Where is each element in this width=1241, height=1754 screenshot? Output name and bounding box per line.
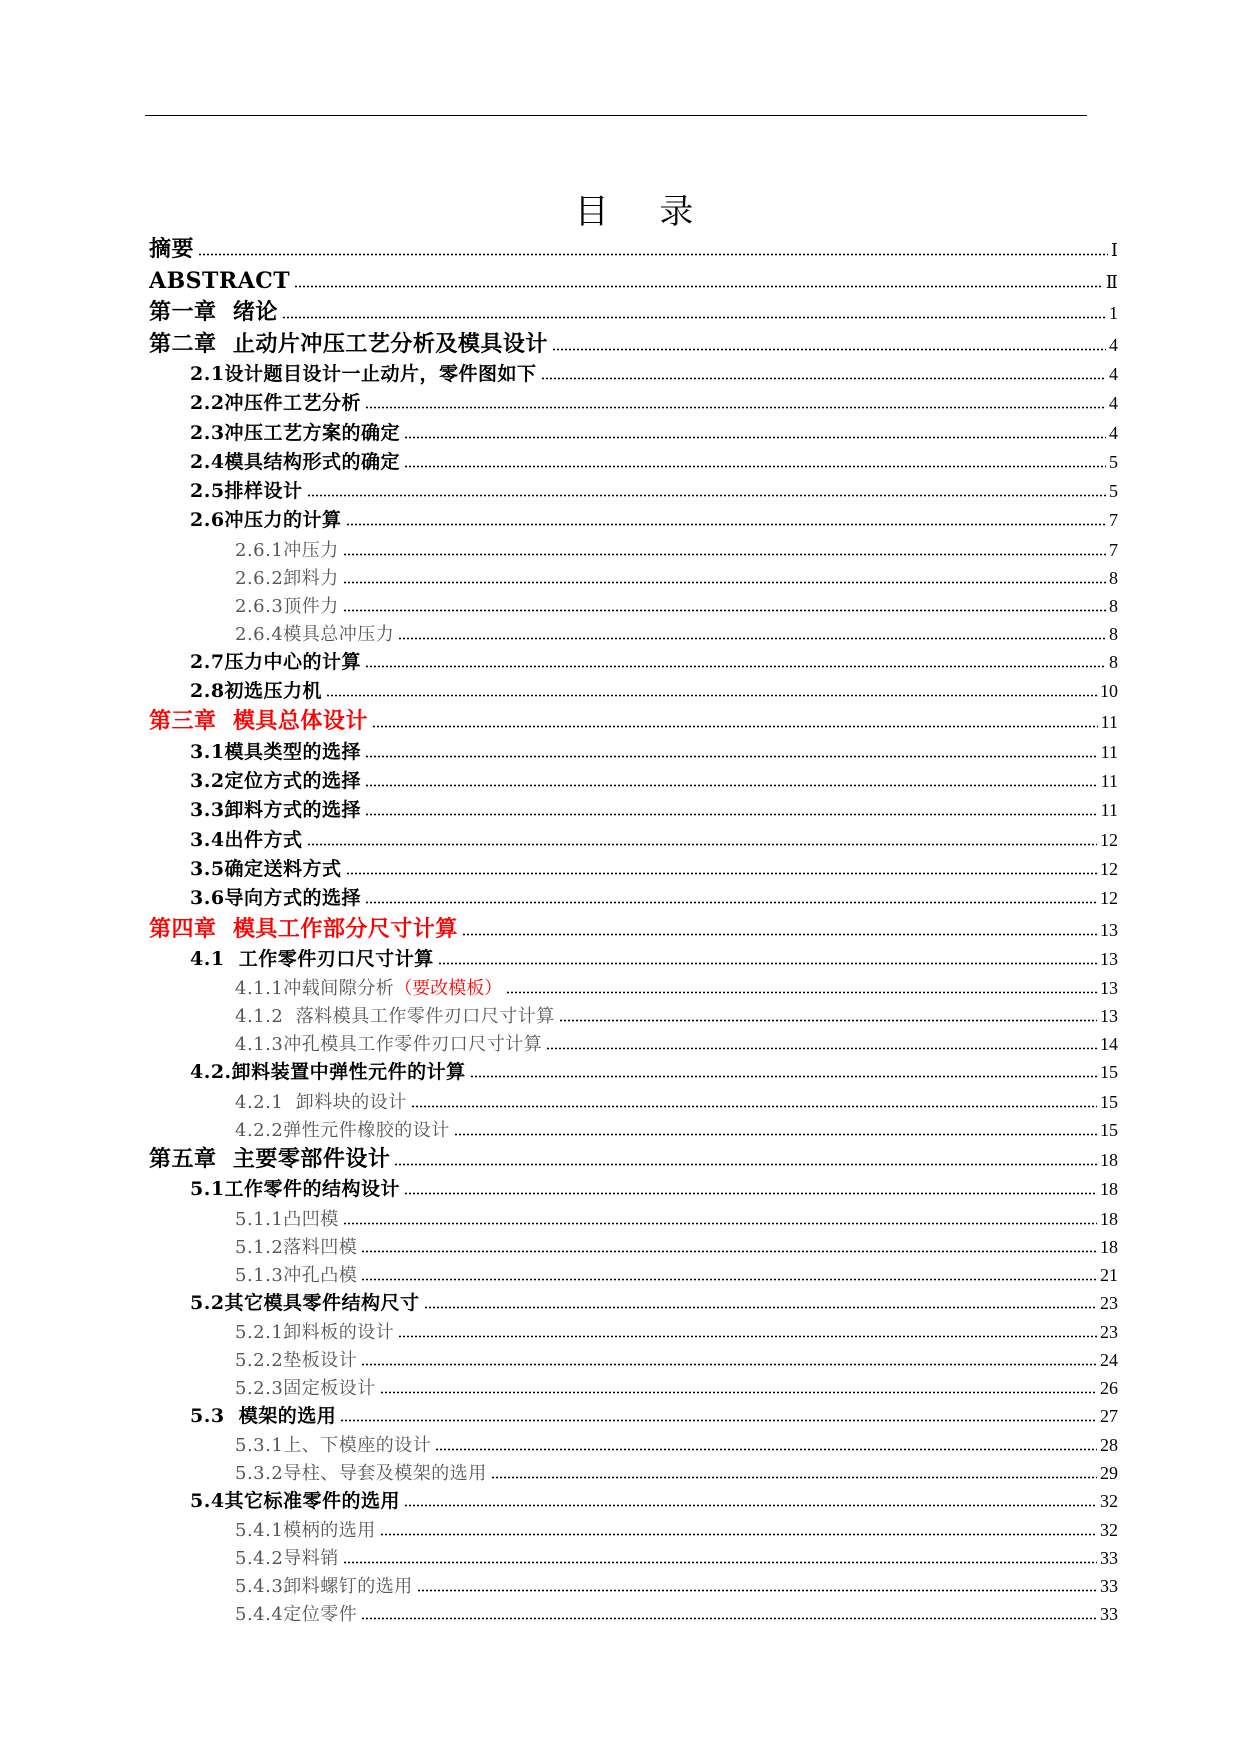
- toc-page-number: 14: [1100, 1034, 1118, 1055]
- toc-entry-subsection: [149, 1116, 1118, 1144]
- toc-entry-label: 4.2.2弹性元件橡胶的设计: [235, 1119, 450, 1141]
- toc-entry-label: 5.3 模架的选用: [190, 1404, 337, 1427]
- dot-leader: [294, 285, 1103, 288]
- toc-entry-subsection: [149, 974, 1118, 1002]
- toc-entry-label: 5.4其它标准零件的选用: [190, 1490, 401, 1513]
- toc-entry-subsection: [149, 1572, 1118, 1600]
- toc-page-number: 33: [1100, 1604, 1118, 1625]
- dot-leader: [424, 1306, 1097, 1309]
- dot-leader: [346, 523, 1106, 526]
- toc-entry-section: [149, 389, 1118, 418]
- toc-entry-subsection: [149, 1261, 1118, 1289]
- toc-page-number: 23: [1100, 1321, 1118, 1342]
- toc-page-number: 18: [1100, 1149, 1118, 1170]
- toc-entry-label: 2.6.2卸料力: [235, 567, 339, 589]
- toc-page-number: 1: [1109, 303, 1118, 323]
- toc-entry-section: [149, 1487, 1118, 1516]
- toc-entry-label: 5.3.2导柱、导套及模架的选用: [235, 1463, 487, 1485]
- toc-entry-subsection: [149, 536, 1118, 564]
- toc-entry-label: 2.3冲压工艺方案的确定: [190, 421, 401, 444]
- toc-page-number: 32: [1100, 1520, 1118, 1541]
- toc-entry-label: 5.4.3卸料螺钉的选用: [235, 1576, 413, 1598]
- toc-entry-section: [149, 738, 1118, 767]
- toc-page-number: 8: [1109, 595, 1118, 616]
- toc-entry-note: （要改模板）: [394, 978, 503, 1000]
- dot-leader: [343, 581, 1106, 584]
- toc-entry-chapter: [149, 706, 1118, 738]
- toc-page-number: 13: [1100, 1006, 1118, 1027]
- toc-page-number: 4: [1109, 364, 1118, 384]
- toc-page-number: Ⅰ: [1110, 240, 1118, 260]
- table-of-contents: [149, 234, 1118, 1628]
- toc-entry-section: [149, 1058, 1118, 1087]
- dot-leader: [343, 1561, 1097, 1564]
- toc-entry-label: 4.1.1冲载间隙分析: [235, 978, 395, 1000]
- dot-leader: [435, 1448, 1097, 1451]
- toc-entry-label: 4.1.2 落料模具工作零件刃口尺寸计算: [235, 1006, 555, 1028]
- toc-page-number: 33: [1100, 1576, 1118, 1597]
- toc-entry-label: 2.7压力中心的计算: [190, 650, 362, 673]
- toc-entry-chapter: [149, 1144, 1118, 1176]
- toc-entry-subsection: [149, 1431, 1118, 1459]
- toc-page-number: 4: [1109, 393, 1118, 414]
- toc-entry-chapter: [149, 297, 1118, 329]
- page-title: 目 录: [574, 192, 694, 232]
- toc-entry-section: [149, 648, 1118, 677]
- dot-leader: [198, 253, 1108, 256]
- dot-leader: [380, 1533, 1097, 1536]
- toc-entry-label: 第二章 止动片冲压工艺分析及模具设计: [149, 330, 548, 357]
- toc-entry-subsection: [149, 1459, 1118, 1487]
- toc-page-number: 27: [1100, 1405, 1118, 1426]
- toc-page-number: 13: [1100, 919, 1118, 940]
- dot-leader: [361, 1278, 1097, 1281]
- toc-entry-section: [149, 477, 1118, 506]
- toc-entry-subsection: [149, 1516, 1118, 1544]
- dot-leader: [307, 494, 1106, 497]
- toc-page-number: 18: [1100, 1236, 1118, 1257]
- toc-entry-section: [149, 945, 1118, 974]
- dot-leader: [470, 1075, 1097, 1078]
- toc-entry-section: [149, 1289, 1118, 1318]
- toc-page-number: 11: [1100, 741, 1118, 762]
- dot-leader: [398, 637, 1106, 640]
- toc-entry-section: [149, 506, 1118, 535]
- toc-page-number: 12: [1100, 829, 1118, 850]
- toc-entry-label: 3.5确定送料方式: [190, 858, 342, 881]
- dot-leader: [454, 1133, 1097, 1136]
- dot-leader: [361, 1363, 1097, 1366]
- toc-page-number: 28: [1100, 1435, 1118, 1456]
- toc-entry-label: 5.4.4定位零件: [235, 1604, 358, 1626]
- toc-page-number: 10: [1100, 681, 1118, 702]
- toc-entry-label: 摘要: [149, 236, 195, 262]
- dot-leader: [365, 901, 1097, 904]
- toc-page-number: 15: [1100, 1119, 1118, 1140]
- toc-page-number: 13: [1100, 978, 1118, 999]
- toc-entry-label: 4.2.1 卸料块的设计: [235, 1091, 407, 1113]
- toc-entry-label: 2.6.3顶件力: [235, 595, 339, 617]
- toc-entry-label: 4.2.卸料装置中弹性元件的计算: [190, 1061, 466, 1084]
- toc-page-number: 11: [1100, 771, 1118, 792]
- toc-page-number: 7: [1109, 539, 1118, 560]
- dot-leader: [411, 1105, 1097, 1108]
- toc-page-number: 11: [1100, 800, 1118, 821]
- toc-page-number: 7: [1109, 510, 1118, 531]
- dot-leader: [394, 1163, 1097, 1166]
- toc-page-number: 15: [1100, 1091, 1118, 1112]
- dot-leader: [365, 813, 1098, 816]
- toc-entry-subsection: [149, 1088, 1118, 1116]
- header-rule: [145, 115, 1087, 116]
- toc-page-number: Ⅱ: [1105, 271, 1118, 292]
- toc-entry-label: 2.1设计题目设计一止动片，零件图如下: [190, 363, 537, 385]
- dot-leader: [404, 465, 1106, 468]
- dot-leader: [307, 843, 1097, 846]
- toc-page-number: 5: [1109, 451, 1118, 472]
- toc-entry-section: [149, 677, 1118, 706]
- toc-entry-chapter: [149, 914, 1118, 946]
- dot-leader: [365, 784, 1098, 787]
- toc-entry-label: 5.2.1卸料板的设计: [235, 1321, 395, 1343]
- toc-page-number: 18: [1100, 1208, 1118, 1229]
- dot-leader: [365, 406, 1106, 409]
- toc-entry-label: 2.6冲压力的计算: [190, 509, 342, 532]
- toc-entry-subsection: [149, 1205, 1118, 1233]
- toc-page-number: 11: [1100, 712, 1118, 733]
- toc-entry-label: 5.1工作零件的结构设计: [190, 1178, 401, 1201]
- toc-entry-subsection: [149, 620, 1118, 648]
- toc-entry-label: 3.1模具类型的选择: [190, 740, 362, 763]
- dot-leader: [380, 1391, 1097, 1394]
- toc-entry-label: 5.1.1凸凹模: [235, 1208, 339, 1230]
- toc-entry-label: 4.1.3冲孔模具工作零件刃口尺寸计算: [235, 1034, 543, 1056]
- toc-page-number: 4: [1109, 334, 1118, 355]
- toc-entry-label: 2.4模具结构形式的确定: [190, 450, 401, 473]
- toc-page-number: 15: [1100, 1062, 1118, 1083]
- toc-page-number: 12: [1100, 859, 1118, 880]
- toc-entry-label: 3.3卸料方式的选择: [190, 799, 362, 822]
- toc-entry-section: [149, 360, 1118, 389]
- toc-entry-label: 2.2冲压件工艺分析: [190, 392, 362, 415]
- toc-entry-label: 5.1.3冲孔凸模: [235, 1264, 358, 1286]
- toc-entry-label: 第四章 模具工作部分尺寸计算: [149, 915, 458, 942]
- toc-page-number: 8: [1109, 567, 1118, 588]
- toc-entry-subsection: [149, 1600, 1118, 1628]
- toc-page-number: 8: [1109, 623, 1118, 644]
- toc-entry-subsection: [149, 1374, 1118, 1402]
- dot-leader: [404, 436, 1106, 439]
- dot-leader: [343, 1222, 1097, 1225]
- toc-entry-subsection: [149, 1002, 1118, 1030]
- toc-entry-label: 第一章 绪论: [149, 299, 278, 325]
- toc-page-number: 29: [1100, 1463, 1118, 1484]
- toc-page-number: 8: [1109, 651, 1118, 672]
- toc-entry-subsection: [149, 592, 1118, 620]
- toc-entry-chapter: [149, 234, 1118, 266]
- toc-entry-section: [149, 419, 1118, 448]
- toc-entry-section: [149, 826, 1118, 855]
- toc-entry-subsection: [149, 1318, 1118, 1346]
- dot-leader: [438, 962, 1097, 965]
- toc-entry-section: [149, 855, 1118, 884]
- toc-entry-label: 3.4出件方式: [190, 828, 303, 851]
- toc-entry-label: 3.2定位方式的选择: [190, 770, 362, 793]
- toc-page-number: 23: [1100, 1292, 1118, 1313]
- dot-leader: [552, 348, 1106, 351]
- dot-leader: [404, 1192, 1097, 1195]
- toc-entry-section: [149, 1402, 1118, 1431]
- toc-entry-label: 4.1 工作零件刃口尺寸计算: [190, 948, 434, 971]
- toc-entry-label: 2.8初选压力机: [190, 680, 323, 703]
- toc-entry-subsection: [149, 1030, 1118, 1058]
- dot-leader: [491, 1476, 1097, 1479]
- dot-leader: [361, 1250, 1097, 1253]
- toc-entry-section: [149, 796, 1118, 825]
- dot-leader: [326, 694, 1097, 697]
- toc-page-number: 5: [1109, 481, 1118, 502]
- toc-entry-label: 第五章 主要零部件设计: [149, 1145, 391, 1172]
- dot-leader: [343, 609, 1106, 612]
- dot-leader: [404, 1504, 1097, 1507]
- dot-leader: [372, 725, 1098, 728]
- toc-page-number: 32: [1100, 1491, 1118, 1512]
- toc-page-number: 21: [1100, 1264, 1118, 1285]
- toc-entry-subsection: [149, 1544, 1118, 1572]
- toc-entry-subsection: [149, 1346, 1118, 1374]
- dot-leader: [559, 1019, 1097, 1022]
- dot-leader: [462, 933, 1097, 936]
- toc-entry-chapter: [149, 329, 1118, 361]
- toc-entry-label: 5.2其它模具零件结构尺寸: [190, 1291, 420, 1314]
- toc-page-number: 33: [1100, 1548, 1118, 1569]
- toc-page-number: 26: [1100, 1377, 1118, 1398]
- toc-entry-label: 2.6.4模具总冲压力: [235, 623, 395, 645]
- toc-entry-section: [149, 448, 1118, 477]
- toc-entry-label: 5.2.3固定板设计: [235, 1377, 376, 1399]
- toc-page-number: 13: [1100, 949, 1118, 970]
- dot-leader: [343, 553, 1106, 556]
- dot-leader: [541, 377, 1106, 380]
- toc-entry-section: [149, 884, 1118, 913]
- toc-page-number: 24: [1100, 1349, 1118, 1370]
- toc-entry-label: 2.5排样设计: [190, 480, 303, 503]
- dot-leader: [346, 872, 1097, 875]
- toc-page-number: 18: [1100, 1179, 1118, 1200]
- toc-entry-subsection: [149, 564, 1118, 592]
- toc-page-number: 12: [1100, 888, 1118, 909]
- toc-entry-label: 5.4.1模柄的选用: [235, 1520, 376, 1542]
- toc-entry-label: 第三章 模具总体设计: [149, 708, 368, 735]
- dot-leader: [546, 1047, 1097, 1050]
- dot-leader: [398, 1335, 1097, 1338]
- dot-leader: [417, 1589, 1097, 1592]
- toc-entry-label: 5.1.2落料凹模: [235, 1236, 358, 1258]
- toc-entry-label: 5.2.2垫板设计: [235, 1349, 358, 1371]
- dot-leader: [340, 1419, 1097, 1422]
- toc-entry-chapter: [149, 266, 1118, 298]
- toc-entry-label: ABSTRACT: [149, 267, 291, 294]
- dot-leader: [282, 316, 1106, 319]
- toc-entry-label: 2.6.1冲压力: [235, 539, 339, 561]
- dot-leader: [361, 1617, 1097, 1620]
- dot-leader: [365, 755, 1098, 758]
- toc-entry-label: 5.4.2导料销: [235, 1548, 339, 1570]
- dot-leader: [506, 991, 1097, 994]
- toc-entry-section: [149, 767, 1118, 796]
- dot-leader: [365, 665, 1106, 668]
- toc-entry-label: 3.6导向方式的选择: [190, 887, 362, 910]
- toc-entry-label: 5.3.1上、下模座的设计: [235, 1435, 432, 1457]
- toc-entry-subsection: [149, 1233, 1118, 1261]
- toc-page-number: 4: [1109, 422, 1118, 443]
- toc-entry-section: [149, 1175, 1118, 1204]
